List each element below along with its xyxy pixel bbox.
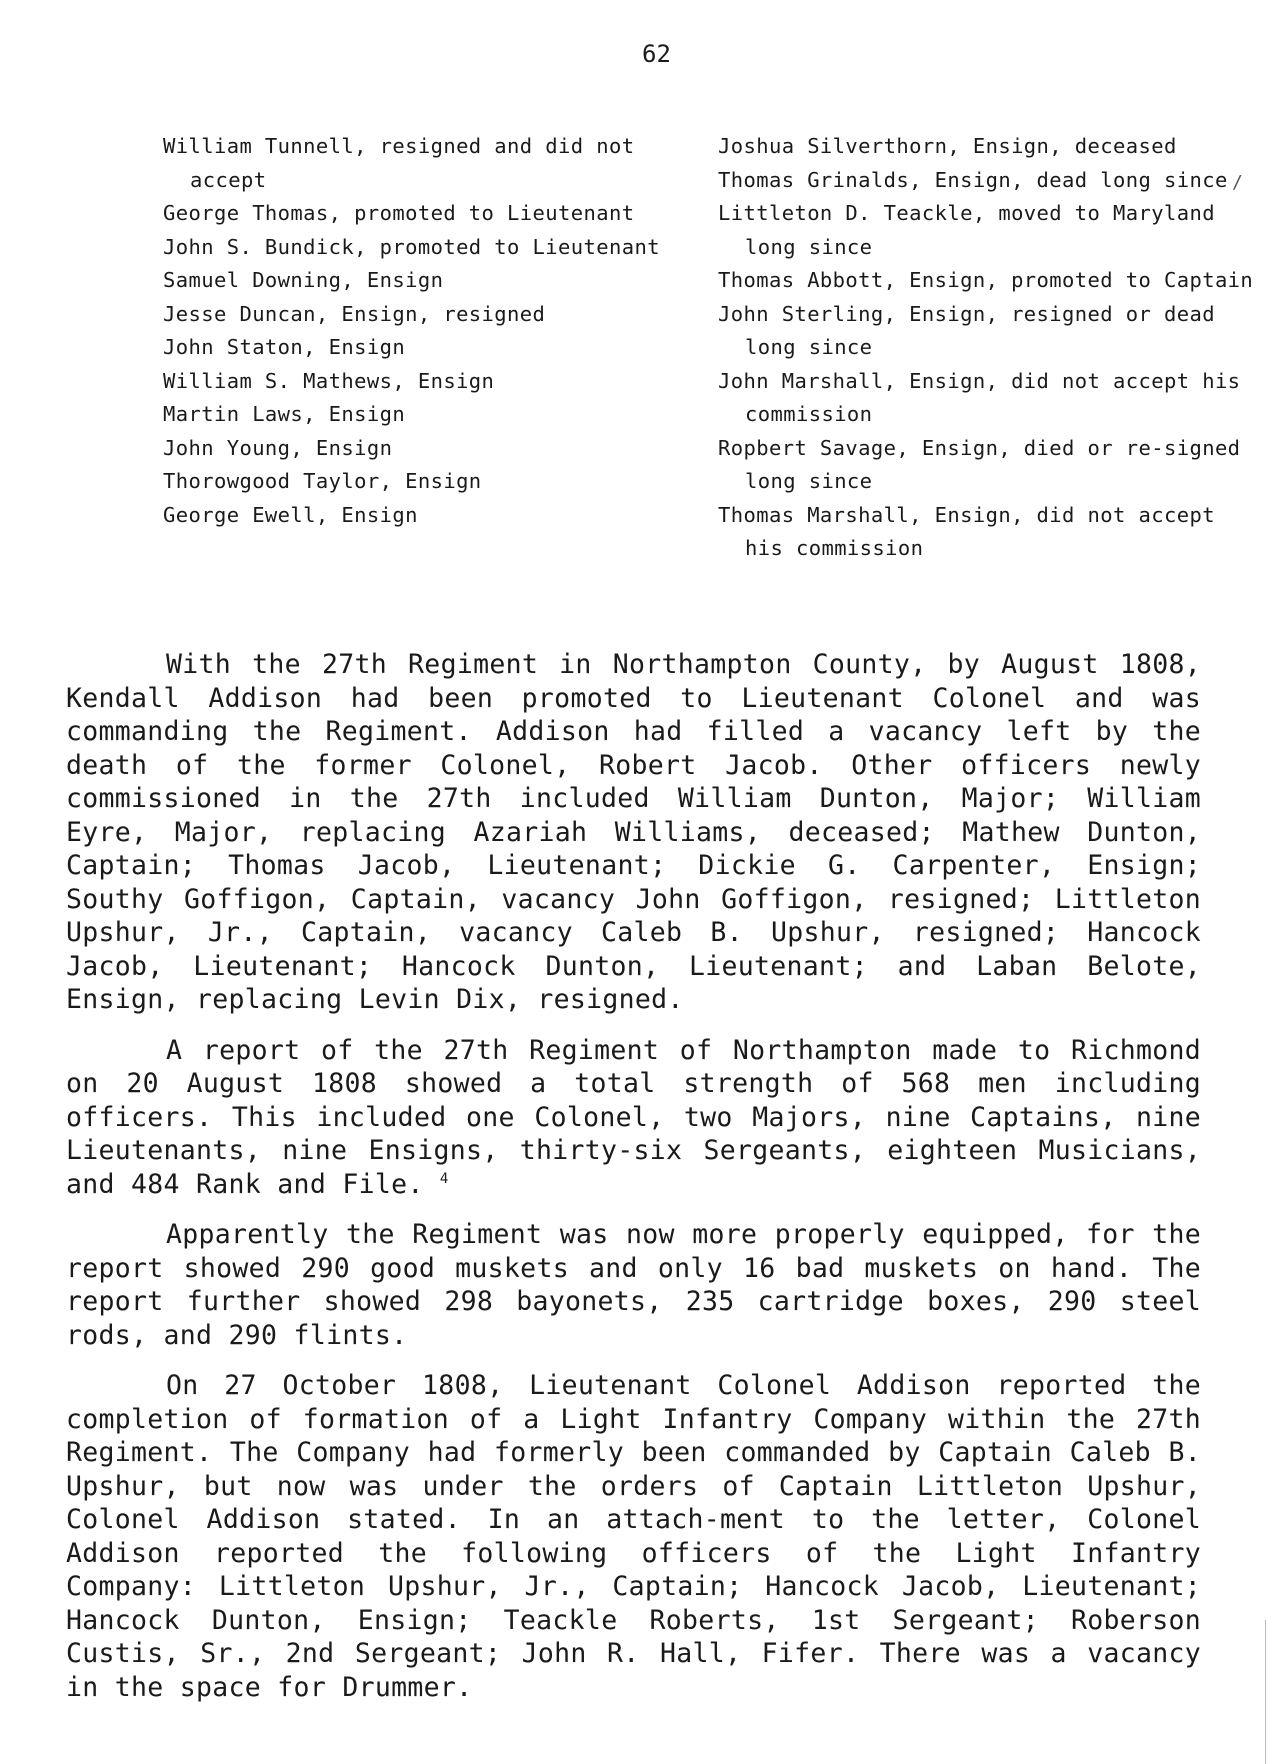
officer-entry: Thomas Grinalds, Ensign, dead long since [718,167,1228,192]
body-text [66,648,1201,1721]
page-number: 62 [642,40,671,68]
paragraph: On 27 October 1808, Lieutenant Colonel Addison reported the completion of formation of a Light Infantry Company within the 27th Regiment. The Company had formerly been commanded by Captain Caleb B. Upshur, but now was under the orders of Captain Littleton Upshur, Colonel Addison stated. In an attach-ment to the letter, Colonel Addison reported the following officers of the Light Infantry Company: Littleton Upshur, Jr., Captain; Hancock Jacob, Lieutenant; Hancock Dunton, Ensign; Teackle Roberts, 1st Sergeant; Roberson Custis, Sr., 2nd Sergeant; John R. Hall, Fifer. There was a vacancy in the space for Drummer. [66,1370,1201,1703]
officer-list-left [163,130,683,532]
officer-entry: Thorowgood Taylor, Ensign [163,469,482,493]
margin-mark: / [1232,172,1243,193]
officer-entry: William Tunnell, resigned and did not accept [163,134,635,192]
officer-entry: John S. Bundick, promoted to Lieutenant [163,234,660,259]
paragraph-text: A report of the 27th Regiment of Northampton made to Richmond on 20 August 1808 showed a total strength of 568 men including officers. This included one Colonel, two Majors, nine Captains, nine Lieutenants, nine Ensigns, thirty-six Sergeants, eighteen Musicians, and 484 Rank and File. [66,1034,1201,1200]
officer-entry: George Thomas, promoted to Lieutenant [163,201,635,225]
officer-entry: Martin Laws, Ensign [163,402,406,426]
officer-entry: William S. Mathews, Ensign [163,368,495,393]
scan-edge-line [1265,1620,1266,1764]
officer-entry: George Ewell, Ensign [163,502,418,527]
footnote-reference: 4 [439,1170,449,1187]
officer-entry: Thomas Abbott, Ensign, promoted to Captain [718,268,1254,292]
officer-entry: John Young, Ensign [163,435,393,460]
paragraph: With the 27th Regiment in Northampton County, by August 1808, Kendall Addison had been promoted to Lieutenant Colonel and was commanding the Regiment. Addison had filled a vacancy left by the death of the former Colonel, Robert Jacob. Other officers newly commissioned in the 27th included William Dunton, Major; William Eyre, Major, replacing Azariah Williams, deceased; Mathew Dunton, Captain; Thomas Jacob, Lieutenant; Dickie G. Carpenter, Ensign; Southy Goffigon, Captain, vacancy John Goffigon, resigned; Littleton Upshur, Jr., Captain, vacancy Caleb B. Upshur, resigned; Hancock Jacob, Lieutenant; Hancock Dunton, Lieutenant; and Laban Belote, Ensign, replacing Levin Dix, resigned. [66,649,1201,1015]
paragraph [66,1034,1201,1202]
officer-entry: Thomas Marshall, Ensign, did not accept his commission [718,502,1215,560]
officer-entry: Joshua Silverthorn, Ensign, deceased [718,134,1177,158]
officer-entry: Ropbert Savage, Ensign, died or re-signed long since [718,435,1241,493]
officer-entry: Jesse Duncan, Ensign, resigned [163,301,546,326]
officer-entry: John Staton, Ensign [163,335,406,359]
officer-entry: John Sterling, Ensign, resigned or dead long since [718,301,1215,359]
officer-entry: Samuel Downing, Ensign [163,268,444,292]
officer-entry: Littleton D. Teackle, moved to Maryland long since [718,201,1215,259]
paragraph: Apparently the Regiment was now more properly equipped, for the report showed 290 good muskets and only 16 bad muskets on hand. The report further showed 298 bayonets, 235 cartridge boxes, 290 steel rods, and 290 flints. [66,1219,1201,1351]
officer-entry: John Marshall, Ensign, did not accept his commission [718,368,1241,426]
officer-list-right [718,130,1258,566]
